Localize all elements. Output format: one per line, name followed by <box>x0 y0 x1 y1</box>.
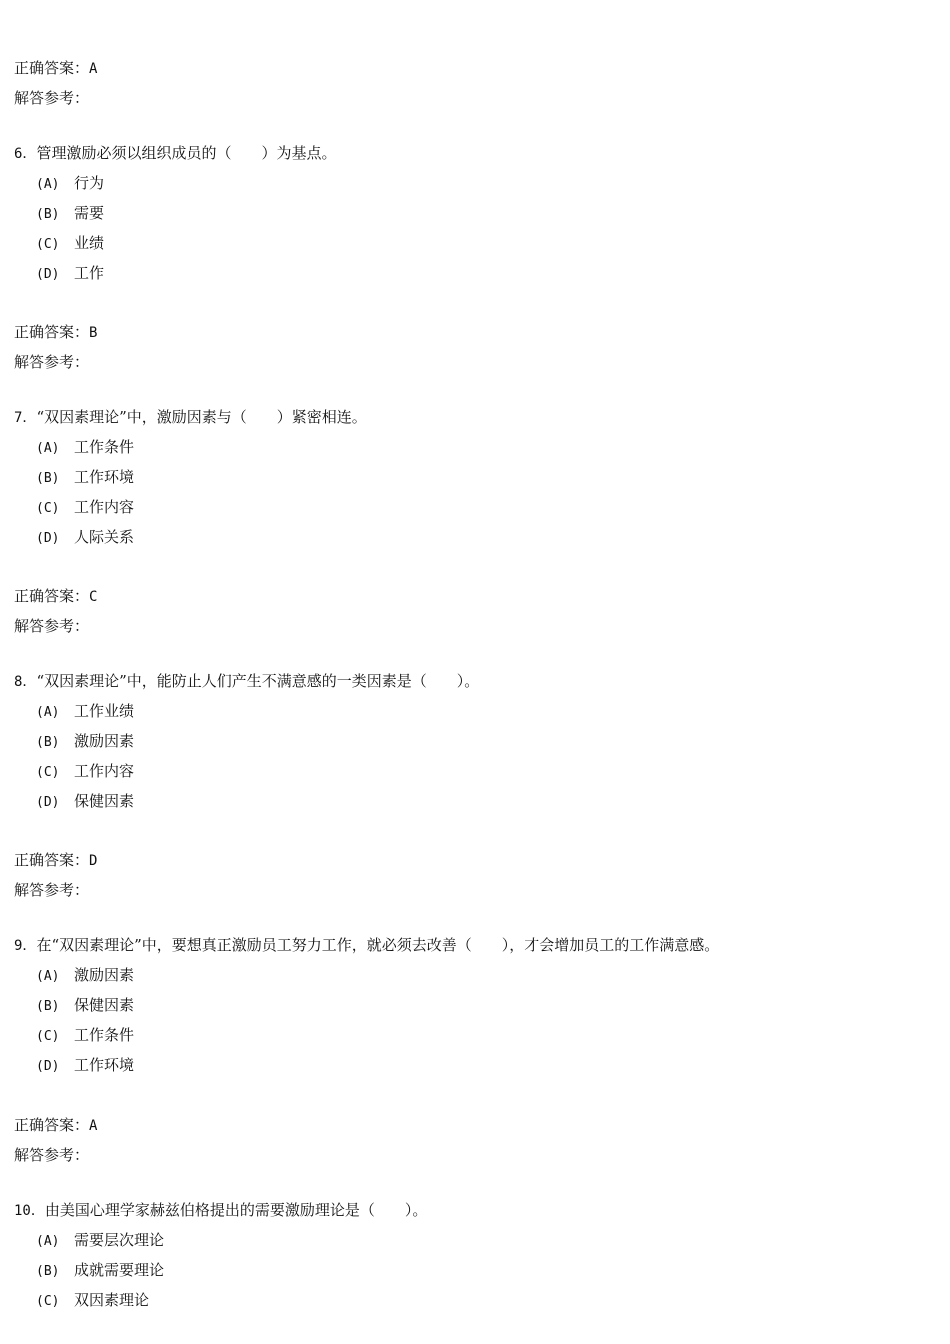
option-a <box>36 964 134 986</box>
question-text: 管理激励必须以组织成员的（ ）为基点。 <box>36 144 337 162</box>
option-c <box>36 760 134 782</box>
question-6 <box>14 142 336 164</box>
answer-line <box>14 321 97 343</box>
option-d <box>36 526 134 548</box>
option-a <box>36 1229 164 1251</box>
question-text: 由美国心理学家赫兹伯格提出的需要激励理论是（ ）。 <box>44 1201 428 1219</box>
option-text: 工作环境 <box>74 468 135 486</box>
question-8 <box>14 670 479 692</box>
option-b <box>36 1259 164 1281</box>
option-text: 成就需要理论 <box>74 1261 165 1279</box>
option-text: 保健因素 <box>74 792 135 810</box>
question-9 <box>14 934 719 956</box>
option-letter: (C) <box>36 237 60 252</box>
option-letter: (C) <box>36 1294 60 1309</box>
option-c <box>36 232 104 254</box>
answer-line <box>14 849 97 871</box>
explain-label: 解答参考： <box>14 1146 90 1164</box>
option-text: 行为 <box>74 174 105 192</box>
question-10 <box>14 1199 427 1221</box>
option-d <box>36 1054 134 1076</box>
option-letter: (A) <box>36 177 60 192</box>
answer-line <box>14 57 97 79</box>
option-text: 工作业绩 <box>74 702 135 720</box>
option-b <box>36 466 134 488</box>
option-letter: (B) <box>36 207 60 222</box>
option-b <box>36 202 104 224</box>
option-b <box>36 994 134 1016</box>
answer-label: 正确答案： <box>14 59 90 77</box>
option-text: 需要层次理论 <box>74 1231 165 1249</box>
explain-label: 解答参考： <box>14 617 90 635</box>
option-text: 工作 <box>74 264 105 282</box>
option-letter: (C) <box>36 1029 60 1044</box>
explain-label: 解答参考： <box>14 89 90 107</box>
answer-label: 正确答案： <box>14 587 90 605</box>
option-text: 激励因素 <box>74 966 135 984</box>
answer-label: 正确答案： <box>14 1116 90 1134</box>
question-text: “双因素理论”中，激励因素与（ ）紧密相连。 <box>36 408 367 426</box>
answer-value: B <box>89 325 98 341</box>
answer-value: C <box>89 589 98 605</box>
option-c <box>36 1024 134 1046</box>
explain-label: 解答参考： <box>14 353 90 371</box>
option-c <box>36 496 134 518</box>
question-7 <box>14 406 367 428</box>
option-letter: (A) <box>36 969 60 984</box>
option-text: 工作条件 <box>74 438 135 456</box>
option-text: 需要 <box>74 204 105 222</box>
option-text: 激励因素 <box>74 732 135 750</box>
question-text: 在“双因素理论”中，要想真正激励员工努力工作，就必须去改善（ ），才会增加员工的工作满意感。 <box>36 936 720 954</box>
answer-label: 正确答案： <box>14 851 90 869</box>
option-text: 工作内容 <box>74 498 135 516</box>
option-text: 工作内容 <box>74 762 135 780</box>
answer-line <box>14 1114 97 1136</box>
option-text: 工作条件 <box>74 1026 135 1044</box>
option-text: 业绩 <box>74 234 105 252</box>
option-letter: (A) <box>36 1234 60 1249</box>
question-number: 6． <box>14 146 37 162</box>
question-number: 9． <box>14 938 37 954</box>
option-letter: (D) <box>36 267 60 282</box>
option-text: 人际关系 <box>74 528 135 546</box>
explain-label: 解答参考： <box>14 881 90 899</box>
option-text: 保健因素 <box>74 996 135 1014</box>
option-text: 双因素理论 <box>74 1291 150 1309</box>
answer-value: A <box>89 1118 98 1134</box>
option-d <box>36 262 104 284</box>
option-letter: (B) <box>36 471 60 486</box>
option-letter: (A) <box>36 441 60 456</box>
option-letter: (A) <box>36 705 60 720</box>
option-d <box>36 790 134 812</box>
option-letter: (D) <box>36 795 60 810</box>
option-letter: (B) <box>36 735 60 750</box>
option-c <box>36 1289 149 1311</box>
answer-value: A <box>89 61 98 77</box>
option-b <box>36 730 134 752</box>
option-text: 工作环境 <box>74 1056 135 1074</box>
answer-label: 正确答案： <box>14 323 90 341</box>
option-letter: (C) <box>36 765 60 780</box>
question-number: 8． <box>14 674 37 690</box>
option-a <box>36 172 104 194</box>
option-a <box>36 436 134 458</box>
question-number: 10． <box>14 1203 45 1219</box>
option-a <box>36 700 134 722</box>
question-text: “双因素理论”中，能防止人们产生不满意感的一类因素是（ ）。 <box>36 672 480 690</box>
option-letter: (D) <box>36 1059 60 1074</box>
answer-value: D <box>89 853 98 869</box>
option-letter: (C) <box>36 501 60 516</box>
option-letter: (B) <box>36 999 60 1014</box>
option-letter: (D) <box>36 531 60 546</box>
answer-line <box>14 585 97 607</box>
question-number: 7． <box>14 410 37 426</box>
option-letter: (B) <box>36 1264 60 1279</box>
